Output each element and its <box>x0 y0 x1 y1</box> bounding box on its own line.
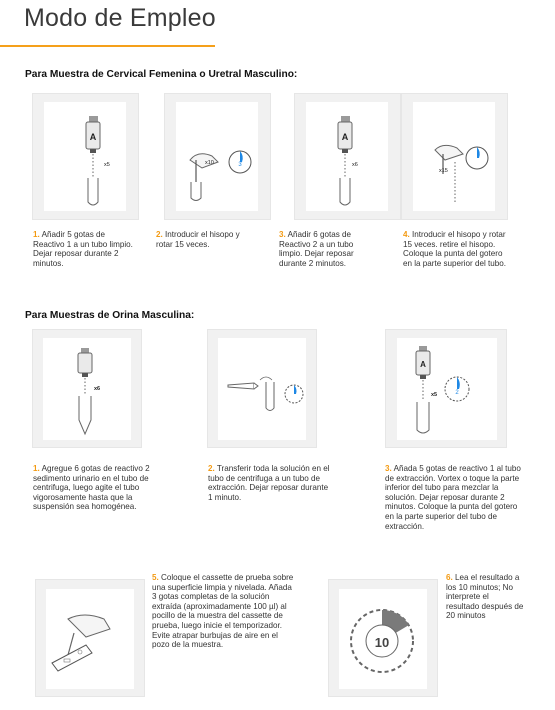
timer-icon <box>339 589 427 689</box>
s1-step2-illustration <box>164 93 271 220</box>
section1-heading: Para Muestra de Cervical Femenina o Uretral Masculino: <box>25 69 298 80</box>
svg-text:A: A <box>341 132 349 142</box>
svg-text:x6: x6 <box>94 386 101 392</box>
svg-text:x15: x15 <box>439 168 448 174</box>
s2-step2-caption: 2. Transferir toda la solución en el tubo de centrifuga a un tubo de extracción. Dejar reposar durante 1 minuto. <box>208 464 330 502</box>
s1-step1-illustration <box>32 93 139 220</box>
section2-heading: Para Muestras de Orina Masculina: <box>25 310 195 321</box>
dropper-extraction-icon <box>397 338 497 440</box>
dropper-centrifuge-icon <box>43 338 131 440</box>
s2-step6-illustration <box>328 579 438 697</box>
s2-step1-illustration <box>32 329 142 448</box>
title-underline <box>0 45 215 47</box>
svg-text:x6: x6 <box>352 162 358 168</box>
s2-step2-illustration <box>207 329 317 448</box>
s2-step3-illustration <box>385 329 507 448</box>
swab-rotate-icon <box>413 102 495 211</box>
s1-step2-caption: 2. Introducir el hisopo y rotar 15 veces. <box>156 230 240 249</box>
s1-step4-illustration <box>401 93 508 220</box>
svg-text:3: 3 <box>238 162 242 168</box>
s2-step6-caption: 6. Lea el resultado a los 10 minutos; No interprete el resultado después de 20 minutos <box>446 573 524 621</box>
svg-text:x10: x10 <box>205 160 214 166</box>
s1-step3-illustration <box>294 93 401 220</box>
dropper-bottle-icon <box>306 102 388 211</box>
s1-step3-caption: 3. Añadir 6 gotas de Reactivo 2 a un tubo limpio. Dejar reposar durante 2 minutos. <box>279 230 354 268</box>
bottle-label: A <box>89 132 97 142</box>
svg-text:x5: x5 <box>431 392 438 398</box>
s1-step4-caption: 4. Introducir el hisopo y rotar 15 veces. retire el hisopo. Coloque la punta del gotero en la parte superior del tubo. <box>403 230 507 268</box>
page-title: Modo de Empleo <box>24 4 216 32</box>
s1-step1-caption: 1. Añadir 5 gotas de Reactivo 1 a un tubo limpio. Dejar reposar durante 2 minutos. <box>33 230 133 268</box>
s2-step1-caption: 1. Agregue 6 gotas de reactivo 2 sedimento urinario en el tubo de centrifuga, luego agite el tubo vigorosamente hasta que la suspensión sea homogénea. <box>33 464 150 512</box>
swab-rotate-icon <box>176 102 258 211</box>
drop-count: x5 <box>104 162 110 168</box>
cassette-drop-icon <box>46 589 134 689</box>
s2-step3-caption: 3. Añada 5 gotas de reactivo 1 al tubo de extracción. Vortex o toque la parte inferior del tubo para mezclar la solución. Dejar reposar durante 2 minutos. Coloque la punta del gotero en la parte superior del tubo de extracción. <box>385 464 521 531</box>
hand-icon <box>435 145 463 160</box>
s2-step5-caption: 5. Coloque el cassette de prueba sobre una superficie limpia y nivelada. Añada 3 gotas completas de la solución extraída (aproximadamente 100 µl) al pocillo de la muestra del cassette de prueba, luego inicie el temporizador. Evite atrapar burbujas de aire en el pozo de la muestra. <box>152 573 294 650</box>
svg-text:A: A <box>420 360 426 369</box>
dropper-bottle-icon <box>44 102 126 211</box>
svg-text:2: 2 <box>455 390 459 396</box>
test-cassette-icon <box>52 645 92 671</box>
timer-minutes: 10 <box>374 635 390 650</box>
transfer-solution-icon <box>218 338 306 440</box>
s2-step5-illustration <box>35 579 145 697</box>
